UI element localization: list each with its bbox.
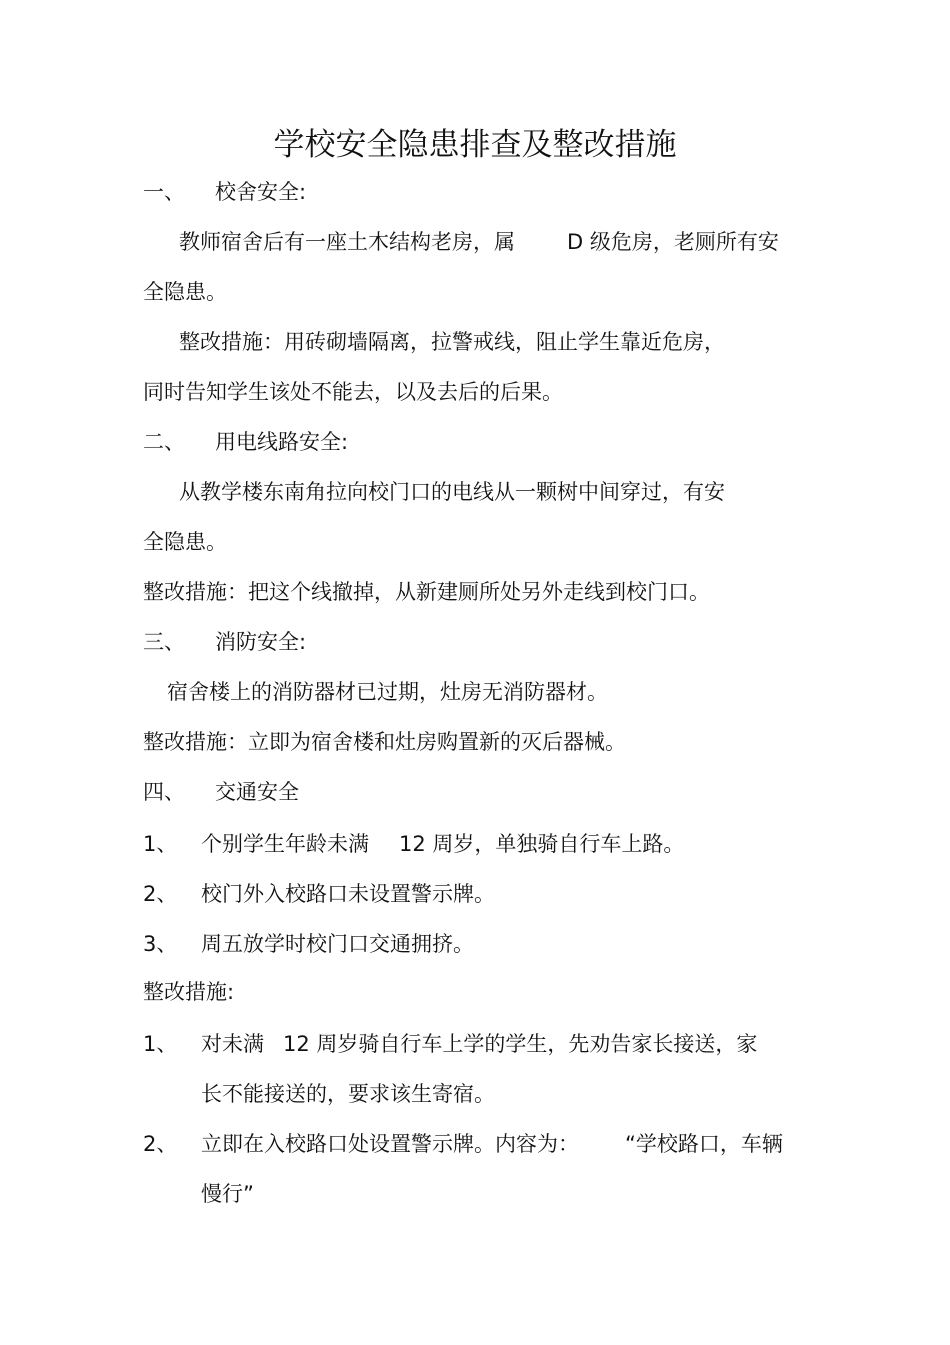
section-title: 交通安全 — [215, 780, 299, 804]
list-item-text: 周五放学时校门口交通拥挤。 — [201, 932, 474, 956]
list-item-text: 个别学生年龄未满 — [201, 832, 369, 856]
fix-item-line-2: 长不能接送的，要求该生寄宿。 — [201, 1082, 495, 1106]
list-item-text: 校门外入校路口未设置警示牌。 — [201, 882, 495, 906]
section-2-fix-line-1: 整改措施：把这个线撤掉，从新建厕所处另外走线到校门口。 — [143, 580, 710, 604]
fix-item-text: 对未满 — [201, 1032, 264, 1056]
fix-item-text: 立即在入校路口处设置警示牌。内容为： — [201, 1132, 579, 1156]
section-3-issue-line-1: 宿舍楼上的消防器材已过期，灶房无消防器材。 — [167, 680, 608, 704]
list-item-number: 1、 — [143, 832, 178, 856]
document-title: 学校安全隐患排查及整改措施 — [273, 127, 677, 163]
section-2-issue-line-1: 从教学楼东南角拉向校门口的电线从一颗树中间穿过，有安 — [179, 480, 725, 504]
section-1-issue-line-2: 全隐患。 — [143, 280, 227, 304]
list-item-number: 2、 — [143, 882, 178, 906]
fix-item-line-2: 慢行” — [201, 1182, 254, 1206]
issue-text: 教师宿舍后有一座土木结构老房，属 — [179, 230, 515, 254]
fix-item-number: 1、 — [143, 1032, 178, 1056]
section-2-issue-line-2: 全隐患。 — [143, 530, 227, 554]
section-1-fix-line-2: 同时告知学生该处不能去，以及去后的后果。 — [143, 380, 563, 404]
section-number: 四、 — [143, 780, 185, 804]
fix-item-text-cont: 12 周岁骑自行车上学的学生，先劝告家长接送，家 — [283, 1032, 758, 1056]
section-title: 消防安全: — [215, 630, 307, 654]
section-1-fix-line-1: 整改措施：用砖砌墙隔离，拉警戒线，阻止学生靠近危房， — [179, 330, 725, 354]
list-item-text-cont: 12 周岁，单独骑自行车上路。 — [399, 832, 685, 856]
fix-item-number: 2、 — [143, 1132, 178, 1156]
section-number: 一、 — [143, 180, 185, 204]
section-4-fix-heading: 整改措施: — [143, 980, 235, 1004]
fix-item-text-cont: “学校路口，车辆 — [625, 1132, 783, 1156]
section-number: 三、 — [143, 630, 185, 654]
section-title: 校舍安全: — [215, 180, 307, 204]
section-3-fix-line-1: 整改措施：立即为宿舍楼和灶房购置新的灭后器械。 — [143, 730, 626, 754]
section-title: 用电线路安全: — [215, 430, 349, 454]
section-1-issue-line-1 — [179, 228, 515, 256]
section-1-issue-line-1b: D 级危房，老厕所有安 — [567, 230, 779, 254]
section-number: 二、 — [143, 430, 185, 454]
list-item-number: 3、 — [143, 932, 178, 956]
